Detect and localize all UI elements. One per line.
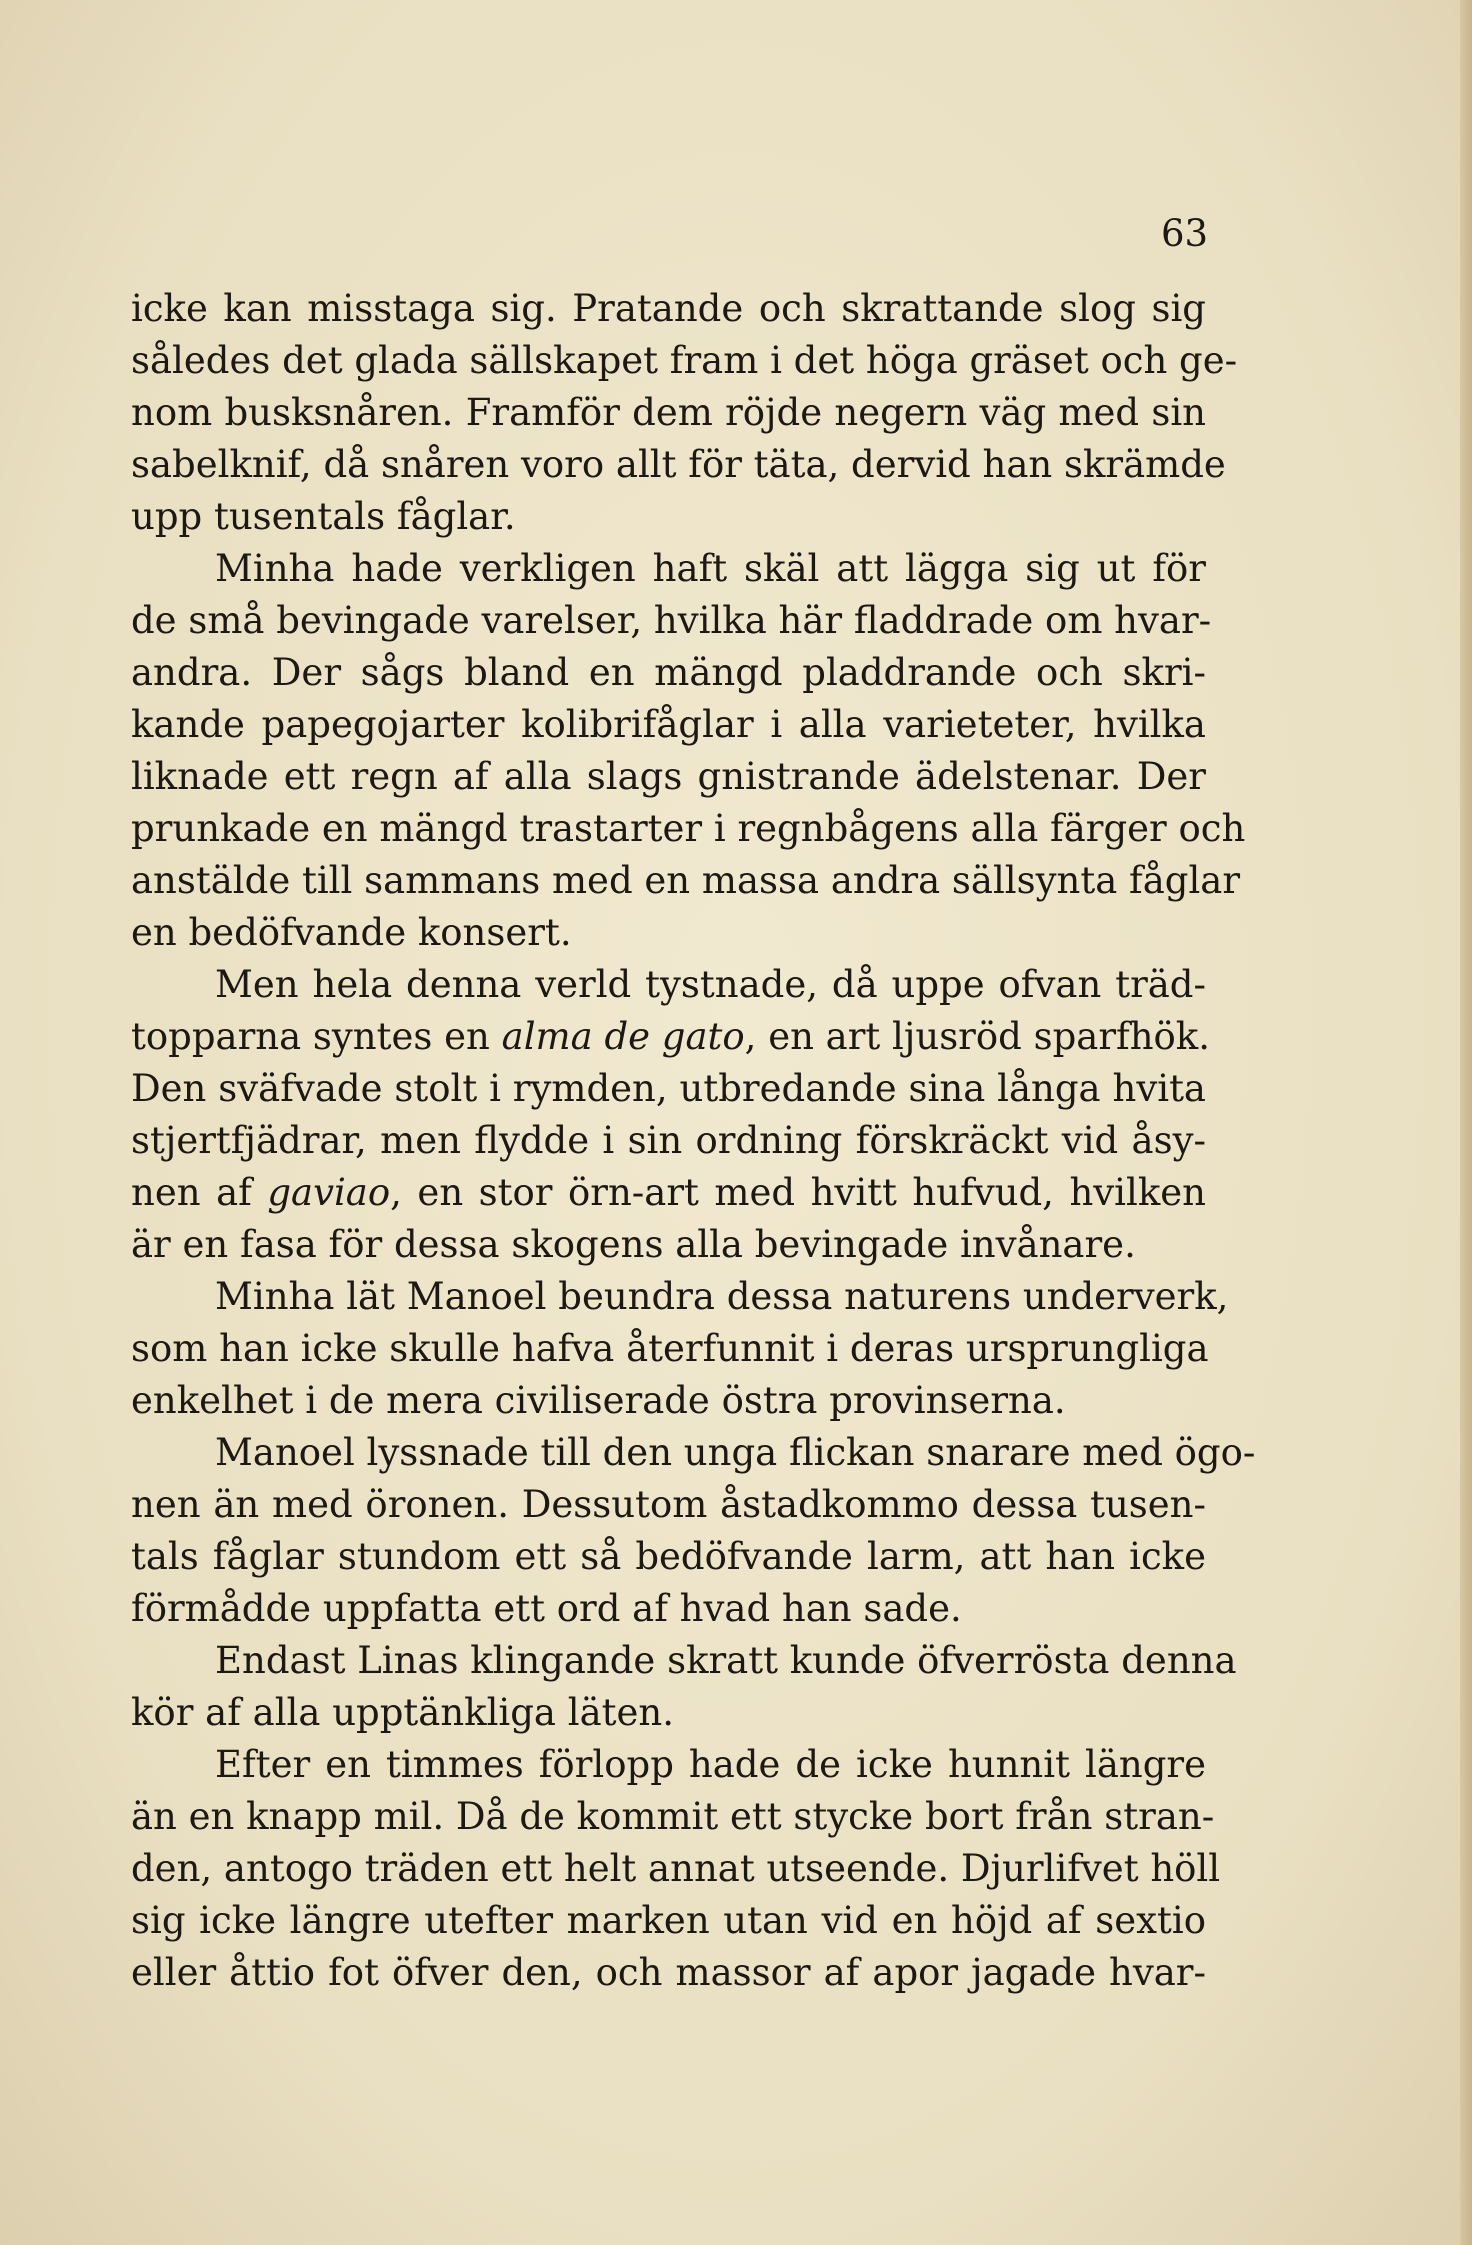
text-line: är en fasa för dessa skogens alla bevingade invånare. bbox=[131, 1223, 1136, 1266]
text-line: nen än med öronen. Dessutom åstadkommo dessa tusen- bbox=[131, 1483, 1206, 1526]
text-line: som han icke skulle hafva återfunnit i deras ursprungliga bbox=[131, 1327, 1209, 1370]
text-line: den, antogo träden ett helt annat utseende. Djurlifvet höll bbox=[131, 1847, 1221, 1890]
text-line: Den sväfvade stolt i rymden, utbredande sina långa hvita bbox=[131, 1067, 1206, 1110]
text-line: enkelhet i de mera civiliserade östra provinserna. bbox=[131, 1379, 1066, 1422]
text-line bbox=[131, 1011, 1210, 1063]
text-line: prunkade en mängd trastarter i regnbågens alla färger och bbox=[131, 807, 1246, 850]
text-line: Efter en timmes förlopp hade de icke hunnit längre bbox=[215, 1743, 1206, 1786]
body-text bbox=[131, 283, 1256, 1999]
text-line: Men hela denna verld tystnade, då uppe ofvan träd- bbox=[215, 963, 1206, 1006]
italic-term: alma de gato bbox=[501, 1015, 745, 1058]
text-segment: nen af bbox=[131, 1171, 268, 1214]
text-line: andra. Der sågs bland en mängd pladdrande och skri- bbox=[131, 651, 1206, 694]
text-line: sabelknif, då snåren voro allt för täta, dervid han skrämde bbox=[131, 443, 1226, 486]
text-line: tals fåglar stundom ett så bedöfvande larm, att han icke bbox=[131, 1535, 1206, 1578]
page-edge bbox=[1460, 0, 1472, 2245]
text-line: kande papegojarter kolibrifåglar i alla varieteter, hvilka bbox=[131, 703, 1206, 746]
italic-term: gaviao bbox=[267, 1171, 391, 1214]
text-segment: topparna syntes en bbox=[131, 1015, 502, 1058]
text-segment: , en art ljusröd sparfhök. bbox=[744, 1015, 1210, 1058]
text-line: nom busksnåren. Framför dem röjde negern väg med sin bbox=[131, 391, 1206, 434]
text-line: eller åttio fot öfver den, och massor af apor jagade hvar- bbox=[131, 1951, 1206, 1994]
text-line: Minha hade verkligen haft skäl att lägga sig ut för bbox=[215, 547, 1206, 590]
text-line: kör af alla upptänkliga läten. bbox=[131, 1691, 675, 1734]
text-line: liknade ett regn af alla slags gnistrande ädelstenar. Der bbox=[131, 755, 1206, 798]
text-segment: , en stor örn-art med hvitt hufvud, hvilken bbox=[390, 1171, 1206, 1214]
text-line: upp tusentals fåglar. bbox=[131, 495, 516, 538]
text-line: Manoel lyssnade till den unga flickan snarare med ögo- bbox=[215, 1431, 1256, 1474]
text-line: således det glada sällskapet fram i det höga gräset och ge- bbox=[131, 339, 1238, 382]
text-line: anstälde till sammans med en massa andra sällsynta fåglar bbox=[131, 859, 1241, 902]
text-line: Endast Linas klingande skratt kunde öfverrösta denna bbox=[215, 1639, 1237, 1682]
page-number: 63 bbox=[1161, 212, 1209, 255]
text-line: förmådde uppfatta ett ord af hvad han sade. bbox=[131, 1587, 962, 1630]
text-line: Minha lät Manoel beundra dessa naturens underverk, bbox=[215, 1275, 1229, 1318]
text-line: icke kan misstaga sig. Pratande och skrattande slog sig bbox=[131, 287, 1206, 330]
text-line: sig icke längre utefter marken utan vid en höjd af sextio bbox=[131, 1899, 1206, 1942]
text-line bbox=[131, 1167, 1206, 1219]
text-line: de små bevingade varelser, hvilka här fladdrade om hvar- bbox=[131, 599, 1212, 642]
text-line: stjertfjädrar, men flydde i sin ordning förskräckt vid åsy- bbox=[131, 1119, 1206, 1162]
text-line: en bedöfvande konsert. bbox=[131, 911, 572, 954]
text-line: än en knapp mil. Då de kommit ett stycke bort från stran- bbox=[131, 1795, 1215, 1838]
